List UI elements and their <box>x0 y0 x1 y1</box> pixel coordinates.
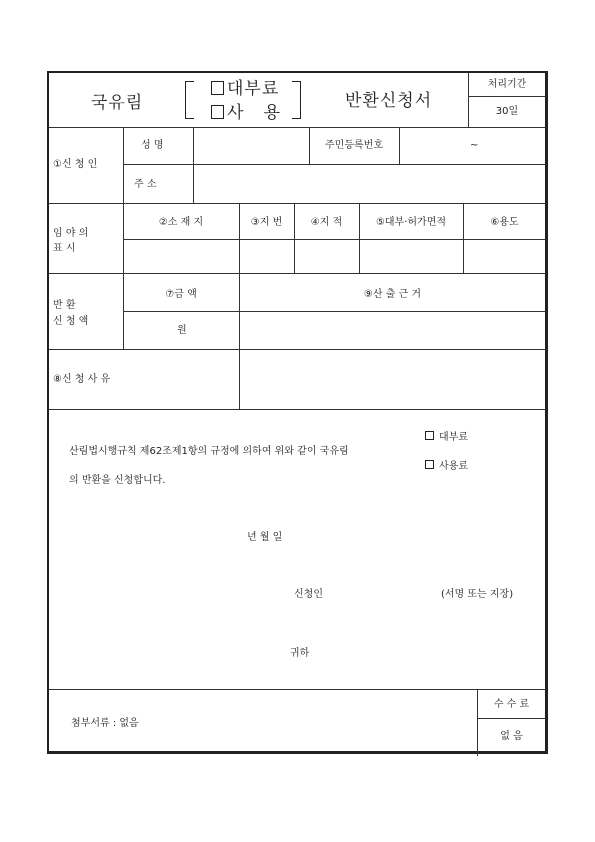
col-divider <box>463 203 464 273</box>
option-usage: 사 용 <box>211 103 281 123</box>
col-divider <box>399 127 400 164</box>
processing-period-value: 30일 <box>495 106 519 117</box>
row-divider <box>49 689 546 690</box>
reason-field[interactable] <box>245 355 541 405</box>
check-usage-fee[interactable]: 사용료 <box>425 460 468 473</box>
checkbox-icon[interactable] <box>425 460 434 469</box>
refund-label-1: 반 환 <box>53 300 76 311</box>
col-divider <box>359 203 360 273</box>
col-divider <box>193 164 194 203</box>
row-divider <box>49 409 546 410</box>
fee-label: 수 수 료 <box>493 699 530 710</box>
resident-id-label: 주민등록번호 <box>325 140 383 151</box>
title-national-forest: 국유림 <box>91 93 144 113</box>
attachments-label: 첨부서류 : 없음 <box>71 718 139 729</box>
refund-application-form <box>47 71 548 754</box>
lot-number-header: ③지 번 <box>250 217 283 228</box>
location-header: ②소 재 지 <box>158 217 204 228</box>
date-line: 년 월 일 <box>247 532 283 543</box>
col-divider <box>123 127 124 349</box>
recipient: 귀하 <box>290 648 310 659</box>
row-divider <box>123 239 546 240</box>
title-refund-application: 반환신청서 <box>345 91 433 111</box>
name-field[interactable] <box>193 133 308 161</box>
statement-line-1: 산림법시행규칙 제62조제1항의 규정에 의하여 위와 같이 국유림 <box>69 446 349 457</box>
calculation-basis-label: ⑨산 출 근 거 <box>363 289 422 300</box>
forest-label-1: 임 야 의 <box>53 228 89 239</box>
checkbox-lease-fee[interactable] <box>211 81 224 95</box>
name-label: 성 명 <box>141 140 164 151</box>
amount-label: ⑦금 액 <box>165 289 197 300</box>
row-divider <box>477 718 546 719</box>
usage-header: ⑥용도 <box>490 217 519 228</box>
land-category-header: ④지 적 <box>310 217 343 228</box>
fee-value: 없 음 <box>500 731 523 742</box>
row-divider <box>49 349 546 350</box>
resident-id-field[interactable]: ~ <box>470 140 479 151</box>
option-lease-fee: 대부료 <box>211 79 279 99</box>
signature-note: (서명 또는 지장) <box>441 589 514 600</box>
check-lease-fee[interactable]: 대부료 <box>425 431 468 444</box>
statement-line-2: 의 반환을 신청합니다. <box>69 475 166 486</box>
address-field[interactable] <box>197 169 541 199</box>
currency-unit: 원 <box>177 325 187 336</box>
col-divider <box>294 203 295 273</box>
applicant-label: ①신 청 인 <box>53 159 98 170</box>
address-label: 주 소 <box>134 179 157 190</box>
row-divider <box>123 311 546 312</box>
left-bracket <box>185 81 194 119</box>
reason-label: ⑧신 청 사 유 <box>53 374 111 385</box>
right-bracket <box>292 81 301 119</box>
row-divider <box>123 164 546 165</box>
col-divider <box>239 203 240 273</box>
lease-area-header: ⑤대부·허가면적 <box>375 217 447 228</box>
checkbox-usage[interactable] <box>211 105 224 119</box>
refund-label-2: 신 청 액 <box>53 316 89 327</box>
processing-period-label: 처리기간 <box>487 79 527 90</box>
forest-label-2: 표 시 <box>53 243 76 254</box>
applicant-signature-label: 신청인 <box>294 589 323 600</box>
row-divider <box>468 96 546 97</box>
checkbox-icon[interactable] <box>425 431 434 440</box>
